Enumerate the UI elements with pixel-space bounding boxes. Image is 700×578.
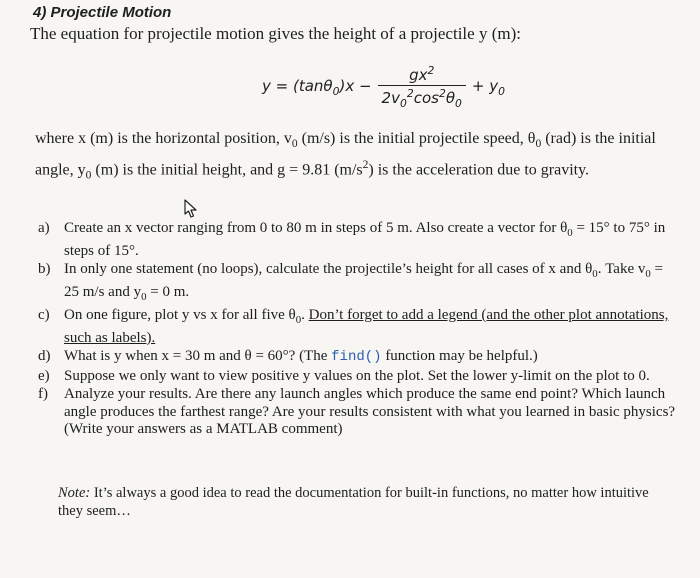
- list-item: b) In only one statement (no loops), calculate the projectile’s height for all cases of x and $\theta_0$. Take $v_0 = 25$ m/s and $y_0 = 0$ m.: [38, 261, 663, 303]
- fraction-denominator: $2v_0^2\cos^2\theta_0$: [378, 85, 466, 110]
- section-heading: 4) Projectile Motion: [33, 4, 172, 21]
- note-text: It’s always a good idea to read the documentation for built-in functions, no matter how intuitive they seem…: [58, 485, 649, 519]
- note-label: Note:: [58, 485, 91, 501]
- find-function-code: find(): [331, 349, 382, 365]
- list-item: e) Suppose we only want to view positive y values on the plot. Set the lower y-limit on the plot to 0.: [38, 367, 650, 384]
- task-list: [38, 220, 678, 440]
- legend-instruction: Don’t forget to add a legend (and the other plot annotations, such as labels).: [64, 307, 669, 346]
- list-item: c) On one figure, plot y vs x for all five $\theta_0$. Don’t forget to add a legend (and the other plot annotations, such as labels).: [38, 307, 669, 346]
- list-item: f) Analyze your results. Are there any launch angles which produce the same end point? Which launch angle produces the farthest range? Are your results consistent with what you learned in basic physics? (Write your answers as a MATLAB comment): [38, 386, 676, 437]
- list-item: d) What is y when x = 30 m and θ = 60°? (The find() function may be helpful.): [38, 348, 538, 365]
- equation-tail: + $y_0$: [471, 76, 505, 98]
- note: [58, 484, 658, 520]
- mouse-pointer-icon: [183, 199, 199, 219]
- equation-lhs: y = (tanθ$_0$)x −: [262, 76, 372, 98]
- list-item: a) Create an x vector ranging from 0 to 80 m in steps of 5 m. Also create a vector for $\theta_0 = 15^\circ$ to 75° in steps of 15°.: [38, 220, 666, 259]
- projectile-equation: [262, 62, 505, 112]
- equation-fraction: [378, 64, 466, 110]
- intro-text: The equation for projectile motion gives the height of a projectile y (m):: [30, 24, 521, 43]
- variable-definitions: where x (m) is the horizontal position, $v_0$ (m/s) is the initial projectile speed, $\theta_0$ (rad) is the initial angle, $y_0$ (m) is the initial height, and g = 9.81 $(m/s^2)$ is the acceleration due to gravity.: [35, 130, 656, 182]
- fraction-numerator: $gx^2$: [409, 64, 435, 84]
